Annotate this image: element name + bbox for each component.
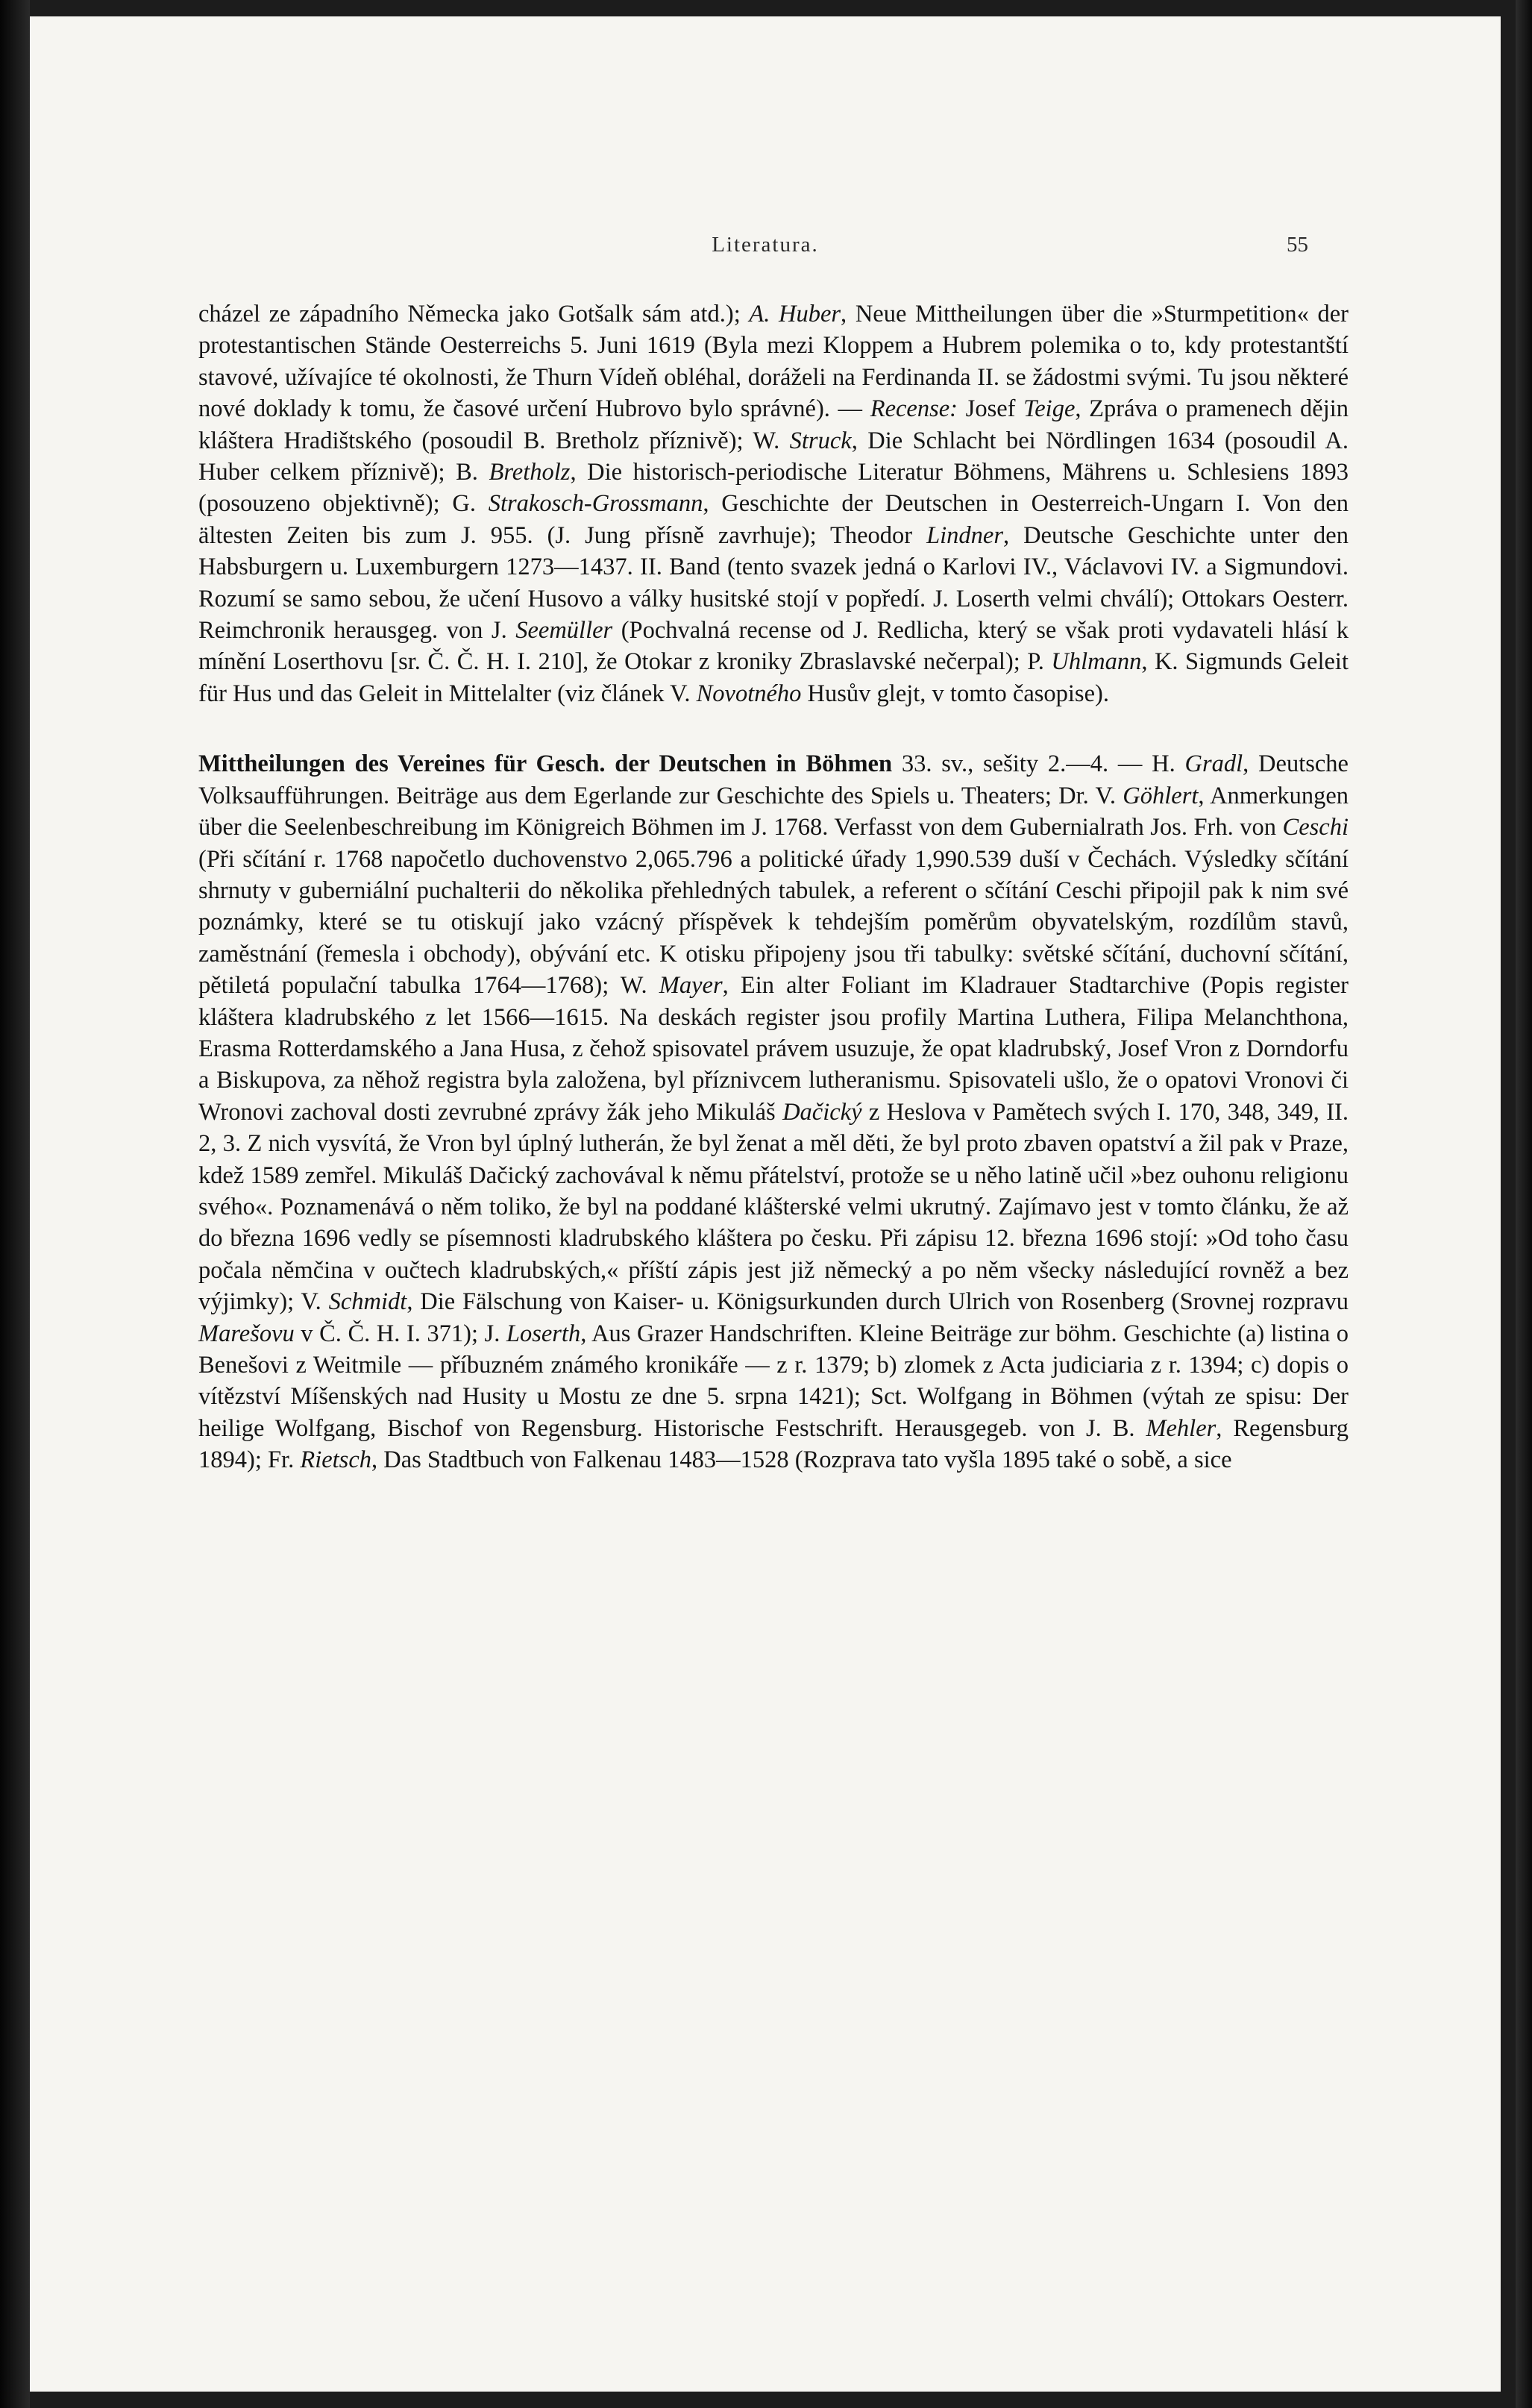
header-title: Literatura. — [712, 233, 819, 257]
text-run: , Deutsche Geschichte unter den Habsburgern u. Luxemburgern 1273—1437. II. Band (tento svazek jedná o Karlovi IV., Václavovi IV. a Sigmundovi. Rozumí se samo sebou, že učení Husovo a války husitské stojí v popředí. J. Loserth velmi chválí); Ottokars Oesterr. Reimchronik herausgeg. von J. — [198, 521, 1349, 645]
text-run: , Aus Grazer Handschriften. Kleine Beiträge zur böhm. Geschichte (a) listina o Benešovi z Weitmile — příbuzném známého kronikáře — z r. 1379; b) zlomek z Acta judiciaria z r. 1394; c) dopis o vítězství Míšenských nad Husity u Mostu ze dne 5. srpna 1421); Sct. Wolfgang in Böhmen (výtah ze spisu: Der heilige Wolfgang, Bischof von Regensburg. Historische Festschrift. Herausgegeb. von J. B. — [198, 1320, 1349, 1442]
text-run: v Č. Č. H. I. 371); J. — [294, 1320, 506, 1347]
journal-title: Mittheilungen des Vereines für Gesch. der Deutschen in Böhmen — [198, 750, 893, 778]
italic-author: Mayer — [659, 972, 723, 1000]
italic-term: Recense: — [870, 395, 958, 423]
italic-author: Mehler — [1146, 1414, 1217, 1442]
text-run: , Deutsche Volksaufführungen. Beiträge aus dem Egerlande zur Geschichte des Spiels u. Theaters; Dr. V. — [198, 750, 1349, 809]
text-run: , Anmerkungen über die Seelenbeschreibung im Königreich Böhmen im J. 1768. Verfasst von dem Gubernialrath Jos. Frh. von — [198, 782, 1349, 841]
scan-right-edge — [1516, 0, 1532, 2408]
italic-author: Uhlmann — [1051, 648, 1142, 676]
running-header — [30, 233, 1501, 270]
text-run: , Das Stadtbuch von Falkenau 1483—1528 (Rozprava tato vyšla 1895 také o sobě, a sice — [371, 1446, 1232, 1474]
italic-author: Göhlert — [1123, 782, 1199, 809]
text-run: , Die historisch-periodische Literatur Böhmens, Mährens u. Schlesiens 1893 (posouzeno objektivně); G. — [198, 459, 1349, 518]
text-run: (Při sčítání r. 1768 napočetlo duchovenstvo 2,065.796 a politické úřady 1,990.539 duší v Čechách. Výsledky sčítání shrnuty v guberniální puchalterii do několika přehledných tabulek, a referent o sčítání Ceschi připojil pak k nim své poznámky, které se tu otiskují jako vzácný příspěvek k tehdejším poměrům obyvatelským, rozdílům stavů, zaměstnání (řemesla i obchody), obývání etc. K otisku připojeny jsou tři tabulky: světské sčítání, duchovní sčítání, pětiletá populační tabulka 1764—1768); W. — [198, 845, 1349, 1000]
italic-author: A. Huber — [749, 301, 841, 327]
page-number: 55 — [1287, 233, 1308, 257]
italic-author: Schmidt — [328, 1288, 407, 1316]
text-run: , Neue Mittheilungen über die »Sturmpetition« der protestantischen Stände Oesterreichs 5. Juni 1619 (Byla mezi Kloppem a Hubrem polemika o to, kdy protestantští stavové, užívajíce té okolnosti, že Thurn Vídeň obléhal, doráželi na Ferdinanda II. se žádostmi svými. Tu jsou některé nové doklady k tomu, že časové určení Hubrovo bylo správné). — — [198, 301, 1349, 423]
text-run: Husův glejt, v tomto časopise). — [801, 680, 1109, 707]
text-run: 33. sv., sešity 2.—4. — H. — [892, 750, 1185, 778]
italic-author: Seemüller — [515, 617, 613, 645]
italic-author: Novotného — [696, 680, 802, 707]
text-run: Josef — [958, 395, 1024, 423]
italic-author: Gradl — [1184, 750, 1243, 778]
italic-author: Bretholz — [489, 459, 571, 486]
text-run: (Pochvalná recense od J. Redlicha, který se však proti vydavateli hlásí k mínění Loserthovu [sr. Č. Č. H. I. 210], že Otokar z kroniky Zbraslavské nečerpal); P. — [198, 617, 1349, 676]
paragraph-mittheilungen — [198, 748, 1349, 1476]
italic-author: Loserth — [506, 1320, 581, 1347]
paragraph-literature-review — [198, 298, 1349, 709]
book-page — [30, 16, 1501, 2392]
text-run: , Regensburg 1894); Fr. — [198, 1414, 1349, 1474]
text-run: , K. Sigmunds Geleit für Hus und das Geleit in Mittelalter (viz článek V. — [198, 648, 1349, 707]
text-run: , Zpráva o pramenech dějin kláštera Hradištského (posoudil B. Bretholz příznivě); W. — [198, 395, 1349, 454]
italic-author: Teige — [1023, 395, 1076, 423]
italic-author: Ceschi — [1282, 814, 1349, 841]
italic-author: Struck — [789, 427, 852, 454]
italic-author: Dačický — [782, 1098, 862, 1126]
text-run: , Die Fälschung von Kaiser- u. Königsurkunden durch Ulrich von Rosenberg (Srovnej rozpravu — [406, 1288, 1349, 1316]
body-text — [198, 298, 1349, 1476]
text-run: z Heslova v Pamětech svých I. 170, 348, 349, II. 2, 3. Z nich vysvítá, že Vron byl úplný lutherán, že byl ženat a měl děti, že byl proto zbaven opatství a žil pak v Praze, kdež 1589 zemřel. Mikuláš Dačický zachovával k němu přátelství, protože se u něho latině učil »bez ouhonu religionu svého«. Poznamenává o něm toliko, že byl na poddané klášterské velmi ukrutný. Zajímavo jest v tomto článku, že až do března 1696 vedly se písemnosti kladrubského kláštera po česku. Při zápisu 12. března 1696 stojí: »Od toho času počala němčina v oučtech kladrubských,« příští zápis jest již německý a po něm všecky následující rovněž a bez výjimky); V. — [198, 1098, 1349, 1316]
italic-author: Rietsch — [300, 1446, 372, 1474]
italic-author: Lindner — [926, 521, 1003, 549]
text-run: cházel ze západního Německa jako Gotšalk sám atd.); — [198, 301, 750, 327]
scan-left-edge — [0, 0, 30, 2408]
text-run: , Die Schlacht bei Nördlingen 1634 (posoudil A. Huber celkem příznivě); B. — [198, 427, 1349, 486]
text-run: , Geschichte der Deutschen in Oesterreich-Ungarn I. Von den ältesten Zeiten bis zum J. 955. (J. Jung přísně zavrhuje); Theodor — [198, 490, 1349, 549]
text-run: , Ein alter Foliant im Kladrauer Stadtarchive (Popis register kláštera kladrubského z let 1566—1615. Na deskách register jsou profily Martina Luthera, Filipa Melanchthona, Erasma Rotterdamského a Jana Husa, z čehož spisovatel právem usuzuje, že opat kladrubský, Josef Vron z Dorndorfu a Biskupova, za něhož registra byla založena, byl příznivcem lutheranismu. Spisovateli ušlo, že o opatovi Vronovi či Wronovi zachoval dosti zevrubné zprávy žák jeho Mikuláš — [198, 972, 1349, 1126]
italic-author: Strakosch-Grossmann — [488, 490, 703, 518]
italic-author: Marešovu — [198, 1320, 295, 1347]
